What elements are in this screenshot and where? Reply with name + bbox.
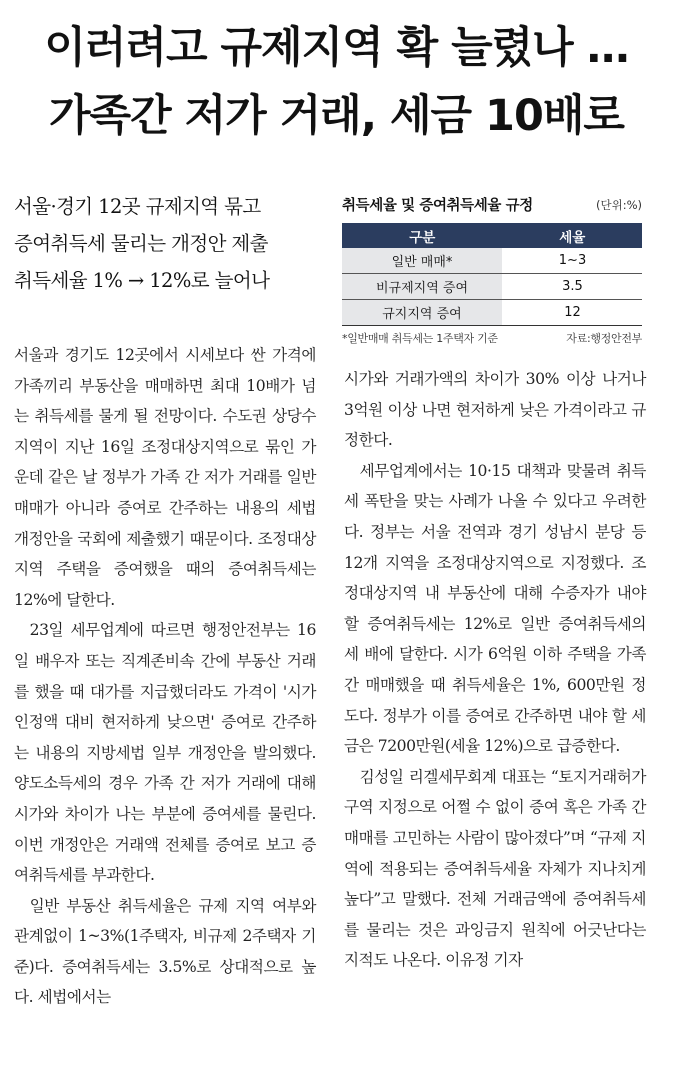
subheadline-line-3: 취득세율 1% → 12%로 늘어나 xyxy=(14,269,270,292)
subheadline-line-1: 서울·경기 12곳 규제지역 묶고 xyxy=(14,195,261,218)
table-note: *일반매매 취득세는 1주택자 기준 xyxy=(342,332,498,345)
table-unit: (단위:%) xyxy=(596,198,642,212)
article-paragraph: 23일 세무업계에 따르면 행정안전부는 16일 배우자 또는 직계존비속 간에 부동산 거래를 했을 때 대가를 지급했더라도 가격이 '시가 인정액 대비 현저하게 낮으면' 증여로 간주하는 내용의 지방세법 일부 개정안을 발의했다. 양도소득세의 경우 가족 간 저가 거래에 대해 시가와 차이가 나는 부분에 증여세를 물린다. 이번 개정안은 거래액 전체를 증여로 보고 증여취득세를 부과한다. xyxy=(14,621,316,885)
article-paragraph: 서울과 경기도 12곳에서 시세보다 싼 가격에 가족끼리 부동산을 매매하면 최대 10배가 넘는 취득세를 물게 될 전망이다. 수도권 상당수 지역이 지난 16일 조정대상지역으로 묶인 가운데 같은 날 정부가 가족 간 저가 거래를 일반 매매가 아니라 증여로 간주하는 내용의 세법 개정안을 국회에 제출했기 때문이다. 조정대상지역 주택을 증여했을 때의 증여취득세는 12%에 달한다. xyxy=(14,346,316,609)
subheadline-line-2: 증여취득세 물리는 개정안 제출 xyxy=(14,232,268,255)
row-category: 규지지역 증여 xyxy=(342,300,503,326)
table-footnote xyxy=(342,330,642,346)
header-rate: 세율 xyxy=(503,223,643,248)
table-title: 취득세율 및 증여취득세율 규정 xyxy=(342,198,533,214)
table-row xyxy=(342,300,642,326)
header-category: 구분 xyxy=(342,223,503,248)
article-paragraph: 김성일 리겔세무회계 대표는 “토지거래허가구역 지정으로 어쩔 수 없이 증여 혹은 가족 간 매매를 고민하는 사람이 많아졌다”며 “규제 지역에 적용되는 증여취득세율 자체가 지나치게 높다”고 말했다. 전체 거래금액에 증여취득세를 물리는 것은 과잉금지 원칙에 어긋난다는 지적도 나온다. 이유정 기자 xyxy=(344,767,646,970)
article-column-right xyxy=(344,364,646,976)
table-row xyxy=(342,248,642,274)
article-paragraph: 시가와 거래가액의 차이가 30% 이상 나거나 3억원 이상 나면 현저하게 낮은 가격이라고 규정한다. xyxy=(344,370,646,450)
subheadline xyxy=(14,188,334,299)
row-rate: 12 xyxy=(503,300,643,326)
row-category: 일반 매매* xyxy=(342,248,503,274)
table-header-row xyxy=(342,223,642,248)
row-rate: 3.5 xyxy=(503,274,643,300)
article-paragraph: 세무업계에서는 10·15 대책과 맞물려 취득세 폭탄을 맞는 사례가 나올 수 있다고 우려한다. 정부는 서울 전역과 경기 성남시 분당 등 12개 지역을 조정대상지역으로 지정했다. 조정대상지역 내 부동산에 대해 수증자가 내야 할 증여취득세는 12%로 일반 증여취득세의 세 배에 달한다. 시가 6억원 이하 주택을 가족 간 매매했을 때 취득세율은 1%, 600만원 정도다. 정부가 이를 증여로 간주하면 내야 할 세금은 7200만원(세율 12%)으로 급증한다. xyxy=(344,461,646,756)
headline-line-2: 가족간 저가 거래, 세금 10배로 xyxy=(49,91,624,141)
row-rate: 1~3 xyxy=(503,248,643,274)
table-row xyxy=(342,274,642,300)
headline-line-1: 이러려고 규제지역 확 늘렸나 … xyxy=(44,23,629,73)
table-source: 자료:행정안전부 xyxy=(566,332,642,345)
row-category: 비규제지역 증여 xyxy=(342,274,503,300)
tax-rate-table-box xyxy=(342,194,642,346)
article-column-left xyxy=(14,340,316,1013)
article-paragraph: 일반 부동산 취득세율은 규제 지역 여부와 관계없이 1~3%(1주택자, 비규제 2주택자 기준)다. 증여취득세는 3.5%로 상대적으로 높다. 세법에서는 xyxy=(14,896,316,1007)
tax-rate-table xyxy=(342,223,642,326)
